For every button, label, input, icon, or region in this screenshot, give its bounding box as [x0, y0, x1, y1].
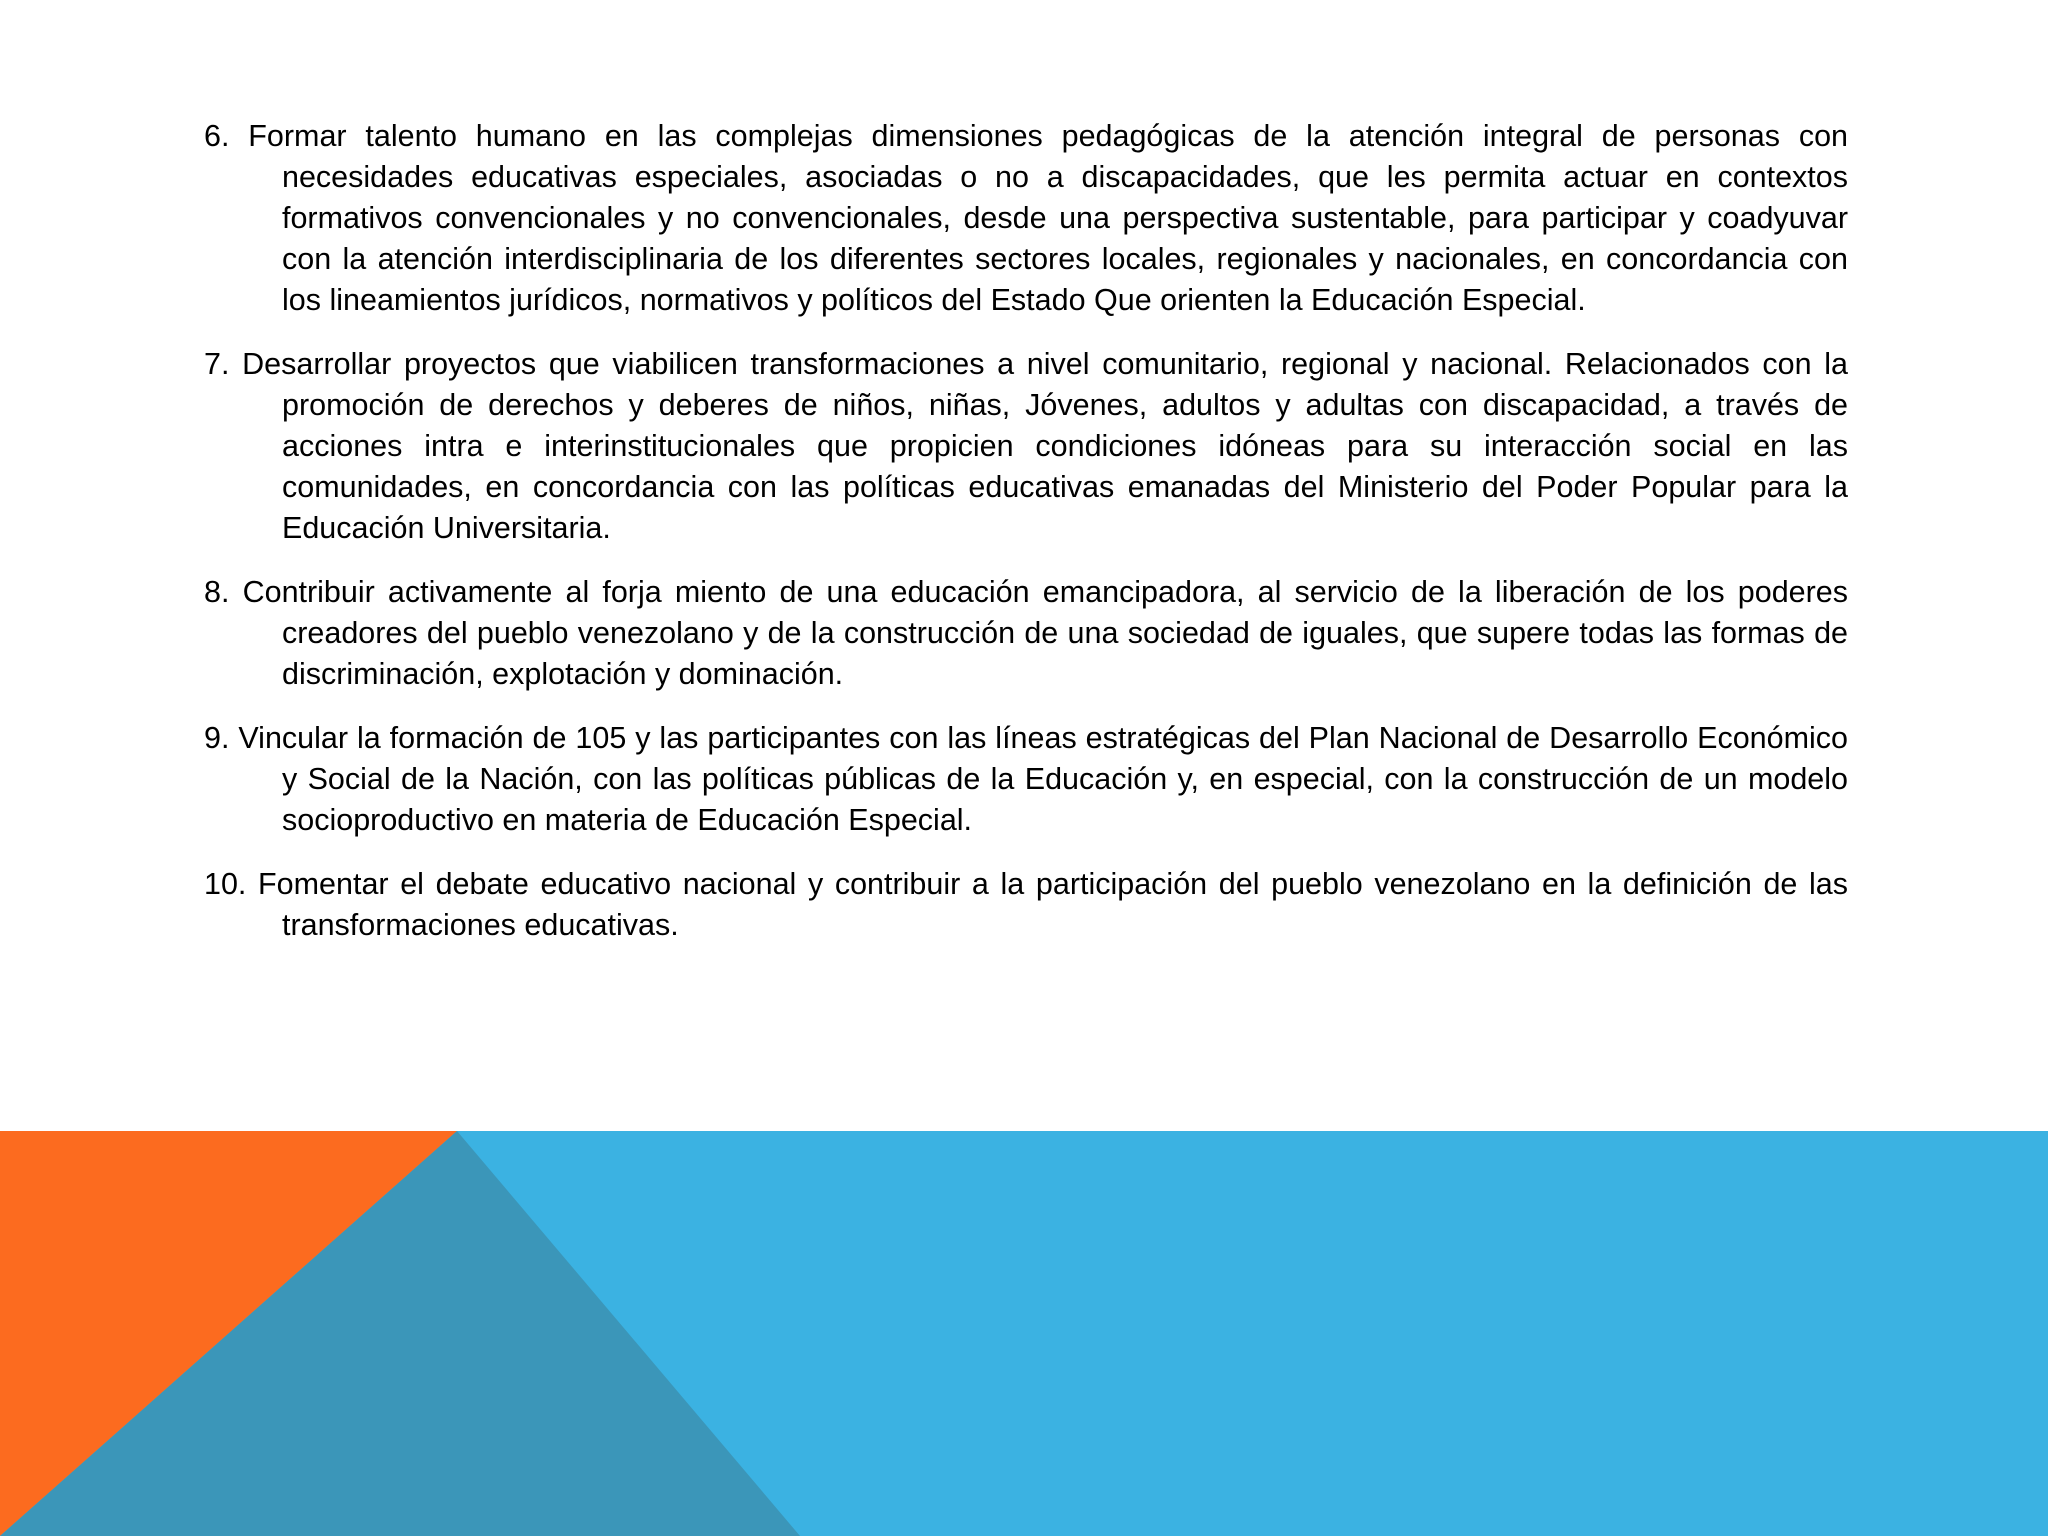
- objective-text: Desarrollar proyectos que viabilicen transformaciones a nivel comunitario, regional y nacional. Relacionados con la promoción de derechos y deberes de niños, niñas, Jóvenes, adultos y adultas con discapacidad, a través de acciones intra e interinstitucionales que propicien condiciones idóneas para su interacción social en las comunidades, en concordancia con las políticas educativas emanadas del Ministerio del Poder Popular para la Educación Universitaria.: [242, 347, 1848, 545]
- objective-item-10: [204, 864, 1848, 946]
- objective-number: 7.: [204, 347, 230, 381]
- objective-text: Contribuir activamente al forja miento de una educación emancipadora, al servicio de la liberación de los poderes creadores del pueblo venezolano y de la construcción de una sociedad de iguales, que supere todas las formas de discriminación, explotación y dominación.: [242, 575, 1848, 691]
- objective-text: Fomentar el debate educativo nacional y contribuir a la participación del pueblo venezolano en la definición de las transformaciones educativas.: [258, 867, 1848, 942]
- objective-text: Vincular la formación de 105 y las participantes con las líneas estratégicas del Plan Nacional de Desarrollo Económico y Social de la Nación, con las políticas públicas de la Educación y, en especial, con la construcción de un modelo socioproductivo en materia de Educación Especial.: [238, 721, 1848, 837]
- slide-content: [204, 116, 1848, 969]
- objective-number: 8.: [204, 575, 230, 609]
- objective-item-9: [204, 718, 1848, 841]
- objectives-list: [204, 116, 1848, 946]
- decorative-footer: [0, 1131, 2048, 1536]
- objective-number: 10.: [204, 867, 247, 901]
- objective-item-7: [204, 344, 1848, 549]
- objective-item-6: [204, 116, 1848, 321]
- objective-number: 9.: [204, 721, 230, 755]
- objective-text: Formar talento humano en las complejas dimensiones pedagógicas de la atención integral de personas con necesidades educativas especiales, asociadas o no a discapacidades, que les permita actuar en contextos formativos convencionales y no convencionales, desde una perspectiva sustentable, para participar y coadyuvar con la atención interdisciplinaria de los diferentes sectores locales, regionales y nacionales, en concordancia con los lineamientos jurídicos, normativos y políticos del Estado Que orienten la Educación Especial.: [248, 119, 1848, 317]
- objective-item-8: [204, 572, 1848, 695]
- objective-number: 6.: [204, 119, 230, 153]
